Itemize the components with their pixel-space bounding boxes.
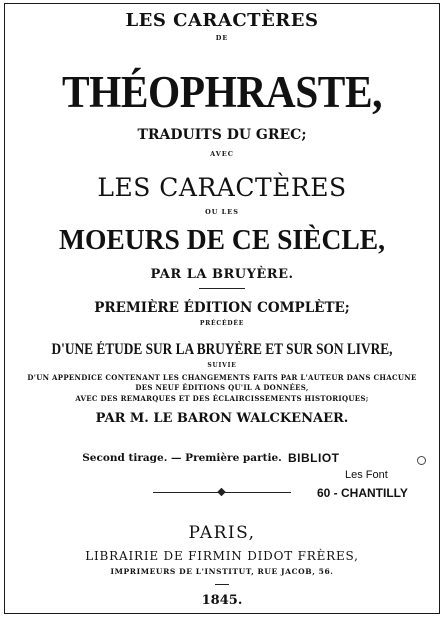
- printing-line: Second tirage. — Première partie.: [82, 452, 282, 464]
- publisher-line: LIBRAIRIE DE FIRMIN DIDOT FRÈRES,: [85, 549, 359, 563]
- title-line-2: DE: [215, 34, 229, 42]
- editor-line: PAR M. LE BARON WALCKENAER.: [95, 411, 349, 426]
- appendix-line-1: D'UN APPENDICE CONTENANT LES CHANGEMENTS FAITS PAR L'AUTEUR DANS CHACUNE: [27, 373, 417, 382]
- third-title: MOEURS DE CE SIÈCLE,: [58, 224, 386, 256]
- separator-rule-2: [215, 584, 229, 585]
- title-line-1: LES CARACTÈRES: [125, 10, 319, 31]
- library-stamp-line-2: Les Font: [345, 469, 388, 481]
- suivie-line: SUIVIE: [207, 362, 237, 369]
- conjunction-avec: AVEC: [210, 150, 234, 158]
- edition-line: PREMIÈRE ÉDITION COMPLÈTE;: [94, 300, 350, 316]
- study-line: D'UNE ÉTUDE SUR LA BRUYÈRE ET SUR SON LIVRE,: [51, 341, 393, 358]
- year-line: 1845.: [201, 593, 243, 608]
- stamp-smudge: [417, 456, 426, 465]
- main-title: THÉOPHRASTE,: [61, 67, 382, 117]
- subtitle-translated: TRADUITS DU GREC;: [137, 127, 307, 143]
- place-line: PARIS,: [188, 523, 256, 543]
- separator-rule-1: [199, 288, 245, 289]
- printer-line: IMPRIMEURS DE L'INSTITUT, RUE JACOB, 56.: [110, 567, 334, 576]
- title-page: [4, 3, 440, 614]
- library-stamp-line-1: BIBLIOT: [288, 451, 340, 465]
- ornament-center: [219, 489, 226, 495]
- author-line: PAR LA BRUYÈRE.: [150, 267, 294, 282]
- conjunction-ou-les: OU LES: [205, 208, 239, 216]
- appendix-line-3: AVEC DES REMARQUES ET DES ÉCLAIRCISSEMENTS HISTORIQUES;: [75, 394, 369, 403]
- appendix-line-2: DES NEUF ÉDITIONS QU'IL A DONNÉES,: [135, 383, 309, 392]
- library-stamp-line-3: 60 - CHANTILLY: [317, 486, 408, 500]
- second-title: LES CARACTÈRES: [97, 173, 347, 202]
- precedee-line: PRÉCÉDÉE: [199, 320, 245, 327]
